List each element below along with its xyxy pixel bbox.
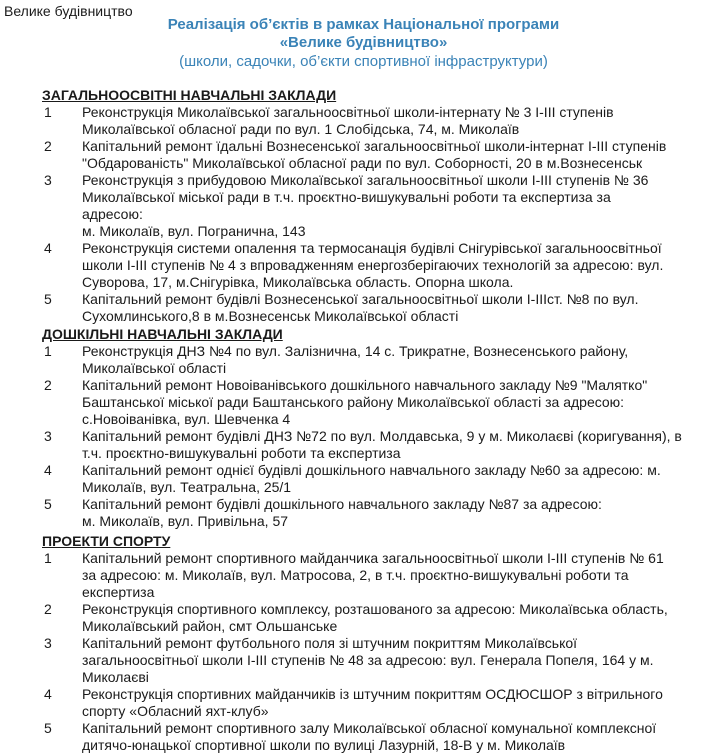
item-number: 3 [44, 635, 52, 651]
list-item [0, 462, 727, 496]
item-text-line: Капітальний ремонт Новоіванівського дошкільного навчального закладу №9 "Малятко" [82, 377, 648, 393]
item-text-line: Капітальний ремонт футбольного поля зі штучним покриттям Миколаївської [82, 635, 578, 651]
item-text-line: за адресою: м. Миколаїв, вул. Матросова, 2, в т.ч. проєктно-вишукувальні роботи та [82, 567, 629, 583]
heading-line-1: Реалізація об’єктів в рамках Національної програми [167, 16, 560, 33]
item-text-line: дитячо-юнацької спортивної школи по вулиці Лазурній, 18-В у м. Миколаїв [82, 737, 566, 753]
section-sports [0, 532, 727, 754]
item-number: 5 [44, 496, 52, 512]
item-text-line: Миколаївський район, смт Ольшанське [82, 618, 338, 634]
item-number: 4 [44, 462, 52, 478]
item-number: 1 [44, 550, 52, 566]
list-item [0, 428, 727, 462]
list-item [0, 601, 727, 635]
item-text-line: Баштанської міської ради Баштанського району Миколаївської області за адресою: [82, 394, 625, 410]
item-number: 3 [44, 428, 52, 444]
list-item [0, 291, 727, 325]
item-number: 5 [44, 720, 52, 736]
item-text-line: Реконструкція системи опалення та термосанація будівлі Снігурівської загальноосвітньої [82, 240, 662, 256]
item-text-line: Капітальний ремонт їдальні Вознесенської загальноосвітньої школи-інтернат І-ІІІ ступенів [82, 138, 667, 154]
heading-line-2: «Велике будівництво» [279, 34, 448, 51]
list-item [0, 377, 727, 428]
section-title: ПРОЕКТИ СПОРТУ [42, 533, 171, 549]
item-text-line: експертиза [82, 584, 155, 600]
item-text [82, 635, 723, 686]
document-top-label: Велике будівництво [4, 3, 133, 19]
section-title: ДОШКІЛЬНІ НАВЧАЛЬНІ ЗАКЛАДИ [42, 326, 283, 342]
item-number: 3 [44, 172, 52, 188]
item-text-line: Капітальний ремонт будівлі дошкільного навчального закладу №87 за адресою: [82, 496, 602, 512]
item-text-line: Сухомлинського,8 в м.Вознесенськ Миколаївської області [82, 308, 459, 324]
item-text [82, 462, 723, 496]
list-item [0, 635, 727, 686]
item-text-line: Реконструкція Миколаївської загальноосвітньої школи-інтернату № 3 І-ІІІ ступенів [82, 104, 614, 120]
item-number: 2 [44, 601, 52, 617]
item-text-line: Капітальний ремонт спортивного залу Миколаївської обласної комунальної комплексної [82, 720, 657, 736]
section-title: ЗАГАЛЬНООСВІТНІ НАВЧАЛЬНІ ЗАКЛАДИ [42, 87, 337, 103]
item-number: 2 [44, 377, 52, 393]
item-text-line: адресою: [82, 206, 143, 222]
item-text-line: т.ч. проєктно-вишукувальні роботи та експертиза [82, 445, 401, 461]
item-text [82, 291, 723, 325]
list-item [0, 172, 727, 240]
item-text [82, 343, 723, 377]
item-number: 1 [44, 104, 52, 120]
item-text-line: школи І-ІІІ ступенів № 4 з впровадженням енергозберігаючих технологій за адресою: вул. [82, 257, 664, 273]
item-text-line: Миколаїв, вул. Театральна, 25/1 [82, 479, 292, 495]
item-text [82, 720, 723, 754]
section-kindergartens [0, 325, 727, 530]
item-text-line: Реконструкція спортивних майданчиків із штучним покриттям ОСДЮСШОР з вітрильного [82, 686, 663, 702]
item-number: 4 [44, 686, 52, 702]
item-text [82, 104, 723, 138]
item-text-line: загальноосвітньої школи І-ІІІ ступенів № 48 за адресою: вул. Генерала Попеля, 164 у м. [82, 652, 654, 668]
item-text [82, 686, 723, 720]
item-text [82, 428, 723, 462]
item-number: 4 [44, 240, 52, 256]
document-heading [0, 16, 727, 71]
item-text [82, 377, 723, 428]
item-number: 2 [44, 138, 52, 154]
item-text-line: м. Миколаїв, вул. Погранична, 143 [82, 223, 306, 239]
item-text-line: Реконструкція спортивного комплексу, розташованого за адресою: Миколаївська область, [82, 601, 668, 617]
item-text [82, 550, 723, 601]
item-text-line: Капітальний ремонт будівлі ДНЗ №72 по вул. Молдавська, 9 у м. Миколаєві (коригування), в [82, 428, 682, 444]
list-item [0, 496, 727, 530]
item-text-line: Суворова, 17, м.Снігурівка, Миколаївська область. Опорна школа. [82, 274, 514, 290]
item-text-line: Капітальний ремонт спортивного майданчика загальноосвітньої школи І-ІІІ ступенів № 61 [82, 550, 664, 566]
item-text [82, 172, 723, 240]
list-item [0, 550, 727, 601]
item-text-line: Реконструкція з прибудовою Миколаївської загальноосвітньої школи І-ІІІ ступенів № 36 [82, 172, 649, 188]
section-schools [0, 86, 727, 325]
item-text-line: м. Миколаїв, вул. Привільна, 57 [82, 513, 289, 529]
list-item [0, 240, 727, 291]
list-item [0, 343, 727, 377]
list-item [0, 720, 727, 754]
item-number: 5 [44, 291, 52, 307]
item-text-line: спорту «Обласний яхт-клуб» [82, 703, 269, 719]
item-text [82, 496, 723, 530]
item-text-line: Капітальний ремонт будівлі Вознесенської загальноосвітньої школи І-ІІІст. №8 по вул. [82, 291, 639, 307]
heading-line-3: (школи, садочки, об’єкти спортивної інфраструктури) [179, 53, 548, 70]
item-text-line: Миколаївської області [82, 360, 227, 376]
item-text-line: Капітальний ремонт однієї будівлі дошкільного навчального закладу №60 за адресою: м. [82, 462, 661, 478]
item-text [82, 138, 723, 172]
list-item [0, 138, 727, 172]
item-number: 1 [44, 343, 52, 359]
list-item [0, 686, 727, 720]
item-text-line: "Обдарованість" Миколаївської обласної ради по вул. Соборності, 20 в м.Вознесенськ [82, 155, 643, 171]
item-text-line: Реконструкція ДНЗ №4 по вул. Залізнична, 14 с. Трикратне, Вознесенського району, [82, 343, 629, 359]
item-text-line: Миколаївської обласної ради по вул. 1 Слобідська, 74, м. Миколаїв [82, 121, 520, 137]
item-text-line: с.Новоіванівка, вул. Шевченка 4 [82, 411, 291, 427]
item-text [82, 601, 723, 635]
item-text [82, 240, 723, 291]
list-item [0, 104, 727, 138]
item-text-line: Миколаєві [82, 669, 149, 685]
item-text-line: Миколаївської міської ради в т.ч. проєктно-вишукувальні роботи та експертиза за [82, 189, 611, 205]
